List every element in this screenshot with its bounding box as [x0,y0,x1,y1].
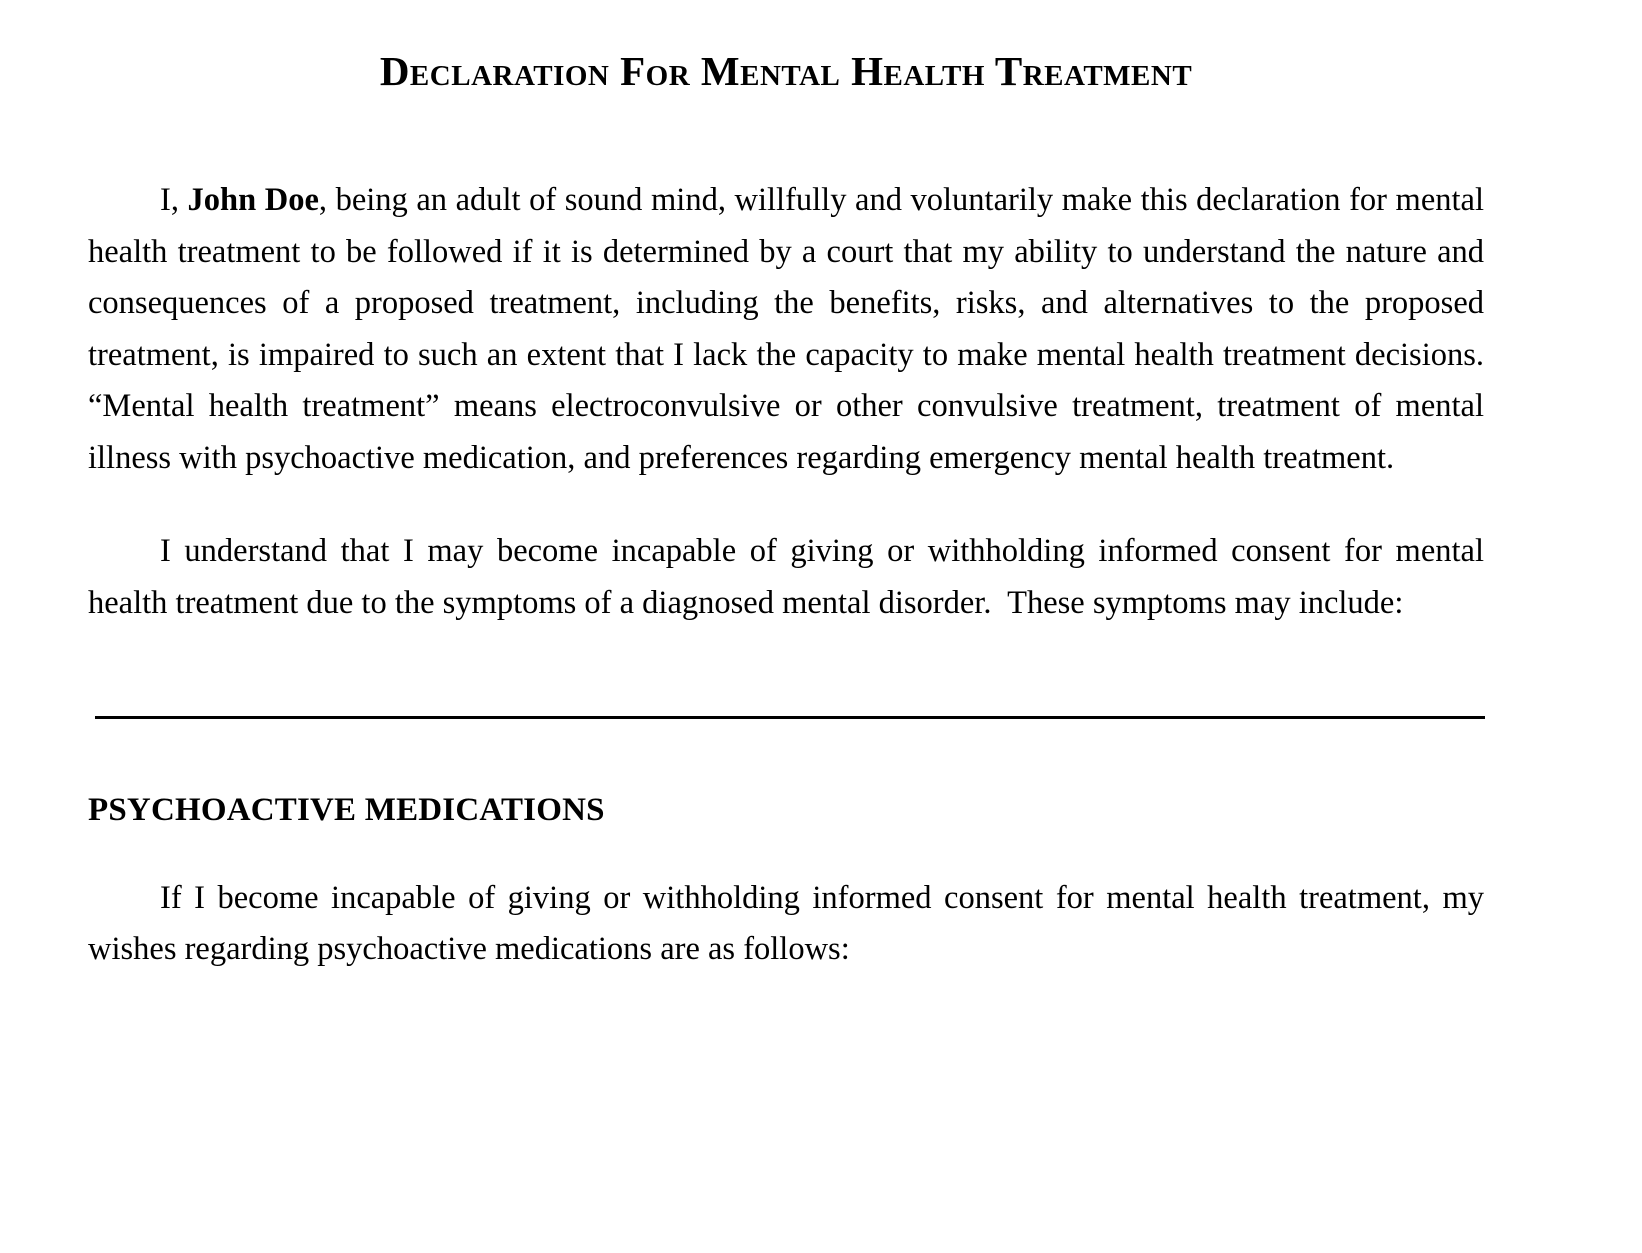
page-title: Declaration For Mental Health Treatment [379,48,1193,94]
paragraph-declaration [88,175,1493,484]
medications-text: If I become incapable of giving or withholding informed consent for mental health treatment, my wishes regarding psychoactive medications are as follows: [88,879,1493,968]
declarant-name: John Doe [187,182,319,219]
document-content [88,0,1493,976]
declaration-lead-in: I, [160,182,188,219]
section-divider [95,716,1485,719]
section-heading-psychoactive-medications: PSYCHOACTIVE MEDICATIONS [88,792,605,829]
declaration-body: , being an adult of sound mind, willfully and voluntarily make this declaration for mental health treatment to be followed if it is determined by a court that my ability to understand the nature and consequences of a proposed treatment, including the benefits, risks, and alternatives to the proposed treatment, is impaired to such an extent that I lack the capacity to make mental health treatment decisions. “Mental health treatment” means electroconvulsive or other convulsive treatment, treatment of mental illness with psychoactive medication, and preferences regarding emergency mental health treatment. [88,182,1493,476]
paragraph-symptoms [88,526,1493,629]
symptoms-text: I understand that I may become incapable of giving or withholding informed consent for mental health treatment due to the symptoms of a diagnosed mental disorder. These symptoms may include: [88,533,1493,621]
paragraph-psychoactive-medications [88,873,1493,976]
